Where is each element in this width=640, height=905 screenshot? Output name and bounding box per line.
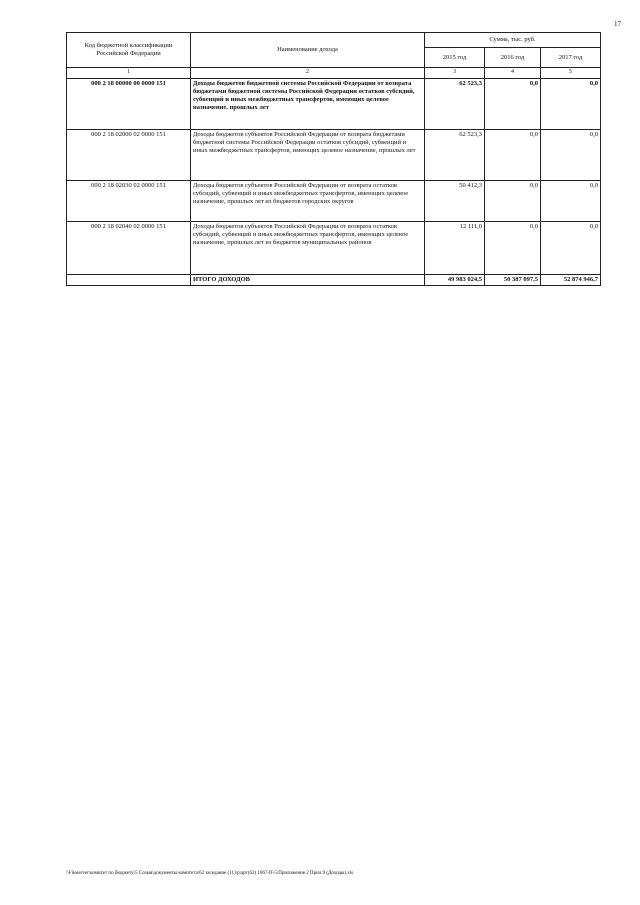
row-value-2017: 0,0 — [541, 180, 601, 221]
file-path-footer: \\Fileserver\комитет по бюджету\5 Созыв\документы комитета\62 заседание (11)\р\арт(62) 1667-П-5\Приложение 2 Прил.9 (Доходы).xls — [66, 871, 354, 876]
row-value-2015: 12 111,0 — [425, 221, 485, 274]
row-code: 000 2 18 00000 00 0000 151 — [67, 78, 191, 129]
table-row — [67, 180, 601, 221]
column-index: 4 — [485, 68, 541, 79]
row-value-2015: 62 523,3 — [425, 129, 485, 180]
table-row — [67, 129, 601, 180]
column-index: 3 — [425, 68, 485, 79]
header-year-2015: 2015 год — [425, 48, 485, 68]
row-value-2016: 0,0 — [485, 221, 541, 274]
revenue-table — [66, 32, 601, 286]
row-name: Доходы бюджетов субъектов Российской Федерации от возврата остатков субсидий, субвенций и иных межбюджетных трансфертов, имеющих целевое назначение, прошлых лет из бюджетов муниципальных районов — [191, 221, 425, 274]
row-name: Доходы бюджетов субъектов Российской Федерации от возврата бюджетами бюджетной системы Российской Федерации остатков субсидий, субвенций и иных межбюджетных трансфертов, имеющих целевое назначение, прошлых лет — [191, 129, 425, 180]
column-index: 2 — [191, 68, 425, 79]
row-value-2017: 0,0 — [541, 78, 601, 129]
header-code: Код бюджетной классификации Российской Федерации — [67, 33, 191, 68]
total-code — [67, 274, 191, 285]
total-row — [67, 274, 601, 285]
header-year-2017: 2017 год — [541, 48, 601, 68]
row-value-2016: 0,0 — [485, 78, 541, 129]
row-name: Доходы бюджетов бюджетной системы Российской Федерации от возврата бюджетами бюджетной системы Российской Федерации остатков субсидий, субвенций и иных межбюджетных трансфертов, имеющих целевое назначение, прошлых лет — [191, 78, 425, 129]
table-row — [67, 78, 601, 129]
header-name: Наименование дохода — [191, 33, 425, 68]
total-value-2016: 50 387 097,5 — [485, 274, 541, 285]
column-index: 5 — [541, 68, 601, 79]
column-index: 1 — [67, 68, 191, 79]
header-year-2016: 2016 год — [485, 48, 541, 68]
row-code: 000 2 18 02030 02 0000 151 — [67, 180, 191, 221]
row-name: Доходы бюджетов субъектов Российской Федерации от возврата остатков субсидий, субвенций и иных межбюджетных трансфертов, имеющих целевое назначение, прошлых лет из бюджетов городских округов — [191, 180, 425, 221]
row-value-2015: 50 412,3 — [425, 180, 485, 221]
page-number: 17 — [614, 20, 621, 28]
row-value-2016: 0,0 — [485, 180, 541, 221]
row-value-2016: 0,0 — [485, 129, 541, 180]
table-row — [67, 221, 601, 274]
header-sum: Сумма, тыс. руб. — [425, 33, 601, 48]
row-value-2017: 0,0 — [541, 221, 601, 274]
column-index-row — [67, 68, 601, 79]
row-value-2015: 62 523,3 — [425, 78, 485, 129]
total-label: ИТОГО ДОХОДОВ — [191, 274, 425, 285]
row-code: 000 2 18 02000 02 0000 151 — [67, 129, 191, 180]
total-value-2017: 52 874 946,7 — [541, 274, 601, 285]
row-code: 000 2 18 02040 02 0000 151 — [67, 221, 191, 274]
total-value-2015: 49 983 024,5 — [425, 274, 485, 285]
row-value-2017: 0,0 — [541, 129, 601, 180]
